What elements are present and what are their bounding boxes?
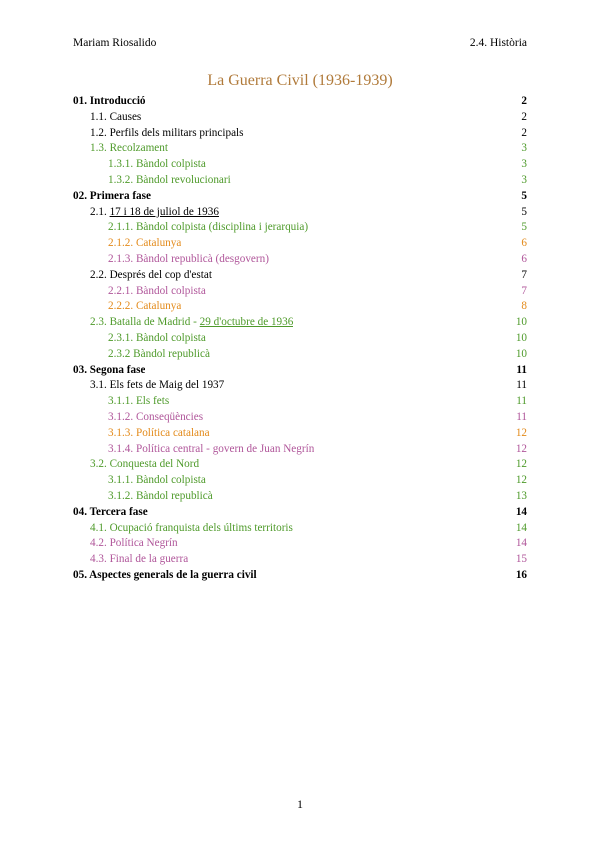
toc-entry-page: 3 (521, 142, 527, 155)
toc-entry-page: 16 (515, 568, 527, 581)
toc-entry-title (73, 189, 151, 205)
toc-entry-title (108, 331, 206, 347)
toc-entry-text: 3.1.1. Els fets (108, 395, 170, 408)
toc-entry[interactable] (73, 205, 527, 221)
toc-entry-title (108, 236, 181, 252)
toc-entry-page: 10 (515, 331, 527, 344)
toc-entry-title (108, 347, 210, 363)
toc-entry[interactable] (73, 268, 527, 284)
toc-entry-title (73, 568, 257, 584)
toc-entry-page: 3 (521, 173, 527, 186)
toc-entry[interactable] (73, 410, 527, 426)
toc-entry-page: 12 (515, 458, 527, 471)
toc-entry-title (108, 442, 314, 458)
toc-entry-text: 17 i 18 de juliol de 1936 (109, 205, 219, 218)
toc-entry[interactable] (73, 94, 527, 110)
toc-entry[interactable] (73, 552, 527, 568)
toc-entry[interactable] (73, 473, 527, 489)
document-title: La Guerra Civil (1936-1939) (207, 72, 393, 89)
toc-entry-title (90, 141, 168, 157)
toc-entry-page: 10 (515, 347, 527, 360)
toc-entry-prefix: 2.1. (90, 205, 110, 218)
toc-entry-page: 11 (516, 395, 527, 408)
toc-entry-text: 05. Aspectes generals de la guerra civil (73, 568, 257, 581)
toc-entry-page: 14 (515, 505, 527, 518)
toc-entry-page: 2 (521, 126, 527, 139)
toc-entry-text: 4.2. Política Negrín (90, 537, 178, 550)
toc-entry-text: 02. Primera fase (73, 189, 151, 202)
toc-entry-text: 3.1.3. Política catalana (108, 426, 210, 439)
table-of-contents (73, 94, 527, 584)
toc-entry-title (90, 521, 293, 537)
toc-entry[interactable] (73, 363, 527, 379)
toc-entry-text: 29 d'octubre de 1936 (199, 316, 294, 329)
toc-entry-text: 3.1.4. Política central - govern de Juan Negrín (108, 442, 315, 455)
toc-entry-text: 2.1.1. Bàndol colpista (disciplina i jerarquia) (108, 221, 309, 234)
toc-entry[interactable] (73, 442, 527, 458)
toc-entry[interactable] (73, 378, 527, 394)
toc-entry-text: 1.2. Perfils dels militars principals (90, 126, 244, 139)
toc-entry-page: 12 (515, 474, 527, 487)
toc-entry-title (90, 126, 244, 142)
toc-entry-text: 2.1.3. Bàndol republicà (desgovern) (108, 252, 269, 265)
toc-entry-text: 1.3. Recolzament (90, 142, 168, 155)
toc-entry-page: 11 (516, 363, 527, 376)
toc-entry-page: 10 (515, 316, 527, 329)
toc-entry-title (108, 220, 308, 236)
toc-entry-title (108, 173, 231, 189)
toc-entry-title (108, 426, 210, 442)
toc-entry-page: 3 (521, 158, 527, 171)
toc-entry-title (108, 410, 203, 426)
toc-entry[interactable] (73, 284, 527, 300)
toc-entry[interactable] (73, 331, 527, 347)
toc-entry-page: 13 (515, 489, 527, 502)
toc-entry-text: 2.3.1. Bàndol colpista (108, 331, 206, 344)
toc-entry[interactable] (73, 505, 527, 521)
toc-entry-page: 6 (521, 252, 527, 265)
toc-entry-text: 1.3.2. Bàndol revolucionari (108, 173, 231, 186)
toc-entry-page: 5 (521, 205, 527, 218)
toc-entry-text: 01. Introducció (73, 95, 146, 107)
toc-entry-page: 14 (515, 521, 527, 534)
toc-entry-text: 2.2. Després del cop d'estat (90, 268, 212, 281)
toc-entry-page: 7 (521, 268, 527, 281)
toc-entry[interactable] (73, 521, 527, 537)
toc-entry-page: 8 (521, 300, 527, 313)
toc-entry-title (108, 157, 206, 173)
toc-entry-title (108, 284, 206, 300)
toc-entry-title (90, 268, 212, 284)
toc-entry-page: 11 (516, 379, 527, 392)
toc-entry[interactable] (73, 457, 527, 473)
toc-entry-prefix: 2.3. Batalla de Madrid - (90, 316, 200, 329)
toc-entry[interactable] (73, 157, 527, 173)
toc-entry-text: 3.2. Conquesta del Nord (90, 458, 200, 471)
toc-entry-title (73, 94, 146, 110)
toc-entry[interactable] (73, 568, 527, 584)
toc-entry[interactable] (73, 110, 527, 126)
toc-entry-page: 5 (521, 221, 527, 234)
toc-entry-title (90, 110, 141, 126)
toc-entry[interactable] (73, 189, 527, 205)
toc-entry-page: 5 (521, 189, 527, 202)
toc-entry[interactable] (73, 236, 527, 252)
toc-entry-text: 3.1.1. Bàndol colpista (108, 474, 206, 487)
toc-entry-title (90, 552, 188, 568)
header-author: Mariam Riosalido (73, 37, 157, 49)
toc-entry[interactable] (73, 426, 527, 442)
toc-entry-title (108, 252, 269, 268)
toc-entry[interactable] (73, 394, 527, 410)
header-section: 2.4. Història (469, 37, 527, 49)
toc-entry-page: 2 (521, 95, 527, 107)
toc-entry-page: 12 (515, 442, 527, 455)
toc-entry-text: 4.3. Final de la guerra (90, 553, 189, 566)
toc-entry[interactable] (73, 347, 527, 363)
toc-entry-title (90, 315, 293, 331)
toc-entry-page: 2 (521, 110, 527, 123)
toc-entry-title (90, 205, 219, 221)
toc-entry-text: 1.3.1. Bàndol colpista (108, 158, 206, 171)
toc-entry-text: 2.3.2 Bàndol republicà (108, 347, 210, 360)
toc-entry-title (90, 378, 224, 394)
toc-entry-page: 6 (521, 237, 527, 250)
toc-entry-page: 11 (516, 410, 527, 423)
toc-entry-page: 14 (515, 537, 527, 550)
toc-entry-text: 2.2.2. Catalunya (108, 300, 182, 313)
toc-entry-text: 04. Tercera fase (73, 505, 148, 518)
toc-entry-text: 2.1.2. Catalunya (108, 237, 182, 250)
toc-entry[interactable] (73, 489, 527, 505)
toc-entry[interactable] (73, 141, 527, 157)
toc-entry-text: 3.1.2. Bàndol republicà (108, 489, 213, 502)
toc-entry[interactable] (73, 173, 527, 189)
toc-entry[interactable] (73, 299, 527, 315)
toc-entry-title (73, 505, 148, 521)
toc-entry[interactable] (73, 536, 527, 552)
toc-entry-page: 15 (515, 553, 527, 566)
toc-entry-text: 3.1.2. Conseqüències (108, 410, 204, 423)
toc-entry[interactable] (73, 220, 527, 236)
toc-entry-title (73, 363, 145, 379)
toc-entry[interactable] (73, 252, 527, 268)
toc-entry-page: 7 (521, 284, 527, 297)
toc-entry-text: 03. Segona fase (73, 363, 146, 376)
toc-entry[interactable] (73, 126, 527, 142)
toc-entry-page: 12 (515, 426, 527, 439)
toc-entry-title (90, 457, 199, 473)
toc-entry-title (108, 473, 206, 489)
toc-entry-title (90, 536, 178, 552)
toc-entry-text: 2.2.1. Bàndol colpista (108, 284, 206, 297)
page-number: 1 (297, 797, 303, 811)
toc-entry-title (108, 489, 213, 505)
toc-entry-text: 3.1. Els fets de Maig del 1937 (90, 379, 225, 392)
toc-entry-title (108, 394, 169, 410)
toc-entry[interactable] (73, 315, 527, 331)
toc-entry-text: 1.1. Causes (90, 110, 142, 123)
toc-entry-title (108, 299, 181, 315)
toc-entry-text: 4.1. Ocupació franquista dels últims territoris (90, 521, 293, 534)
